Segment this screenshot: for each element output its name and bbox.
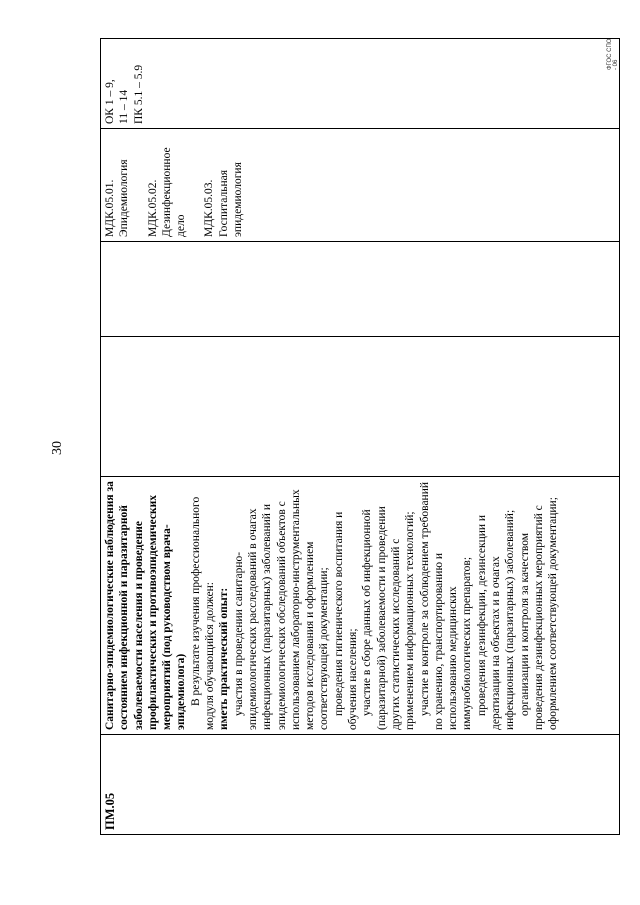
list-item: участие в контроле за соблюдением требований по хранению, транспортированию и использованию медицинских иммунобиологических препаратов; xyxy=(418,481,474,730)
empty-cell xyxy=(101,242,620,337)
mdk-item xyxy=(146,133,189,237)
ok-competencies: ОК 1 – 9, xyxy=(104,79,116,124)
empty-cell xyxy=(101,337,620,477)
list-item: организации и контроля за качеством проведения дезинфекционных мероприятий с оформлением соответствующей документации; xyxy=(518,497,560,730)
mdk-name: Госпитальная эпидемиология xyxy=(217,162,245,237)
list-item: участие в сборе данных об инфекционной (паразитарной) заболеваемости и проведении других статистических исследований с применением информационных технологий; xyxy=(361,506,417,730)
list-item: участия в проведении санитарно-эпидемиологических расследований в очагах инфекционных (паразитарных) заболеваний и эпидемиологических обследований объектов с использованием лабораторно-инструментальных методов исследования и оформлением соответствующей документации; xyxy=(232,489,331,730)
rotated-page xyxy=(40,35,620,835)
mdk-item xyxy=(202,133,245,237)
mdk-name: Эпидемиология xyxy=(118,159,131,237)
table-row xyxy=(101,39,620,835)
mdk-code: МДК.05.03. xyxy=(203,179,216,237)
mdk-name: Дезинфекционное дело xyxy=(160,147,188,237)
mdk-cell xyxy=(101,129,620,242)
list-item: проведения гигиенического воспитания и обучения населения; xyxy=(332,511,360,730)
page-number: 30 xyxy=(50,441,65,455)
module-description-cell xyxy=(101,477,620,735)
experience-label: иметь практический опыт: xyxy=(218,587,231,730)
module-intro: В результате изучения профессионального модуля обучающийся должен: xyxy=(189,496,217,730)
competencies-cell xyxy=(101,39,620,129)
mdk-code: МДК.05.01. xyxy=(104,179,116,237)
module-title: Санитарно-эпидемиологические наблюдения за состоянием инфекционной и паразитарной заболеваемости населения и проведение профилактических и противоэпидемических мероприятий (под руководством врача-эпидемиолога) xyxy=(104,481,188,730)
curriculum-table xyxy=(100,38,620,835)
list-item: проведения дезинфекции, дезинсекции и дератизации на объектах и в очагах инфекционных (паразитарных) заболеваний; xyxy=(475,509,517,730)
pk-competencies: ПК 5.1 – 5.9 xyxy=(132,64,145,124)
module-code: ПМ.05 xyxy=(103,792,117,830)
mdk-code: МДК.05.02. xyxy=(146,179,159,237)
footer-mark: ФГОС СПО - 06 xyxy=(607,38,619,70)
ok-competencies-cont: 11 – 14 xyxy=(118,89,131,124)
mdk-item xyxy=(103,133,132,237)
module-code-cell xyxy=(101,735,620,835)
